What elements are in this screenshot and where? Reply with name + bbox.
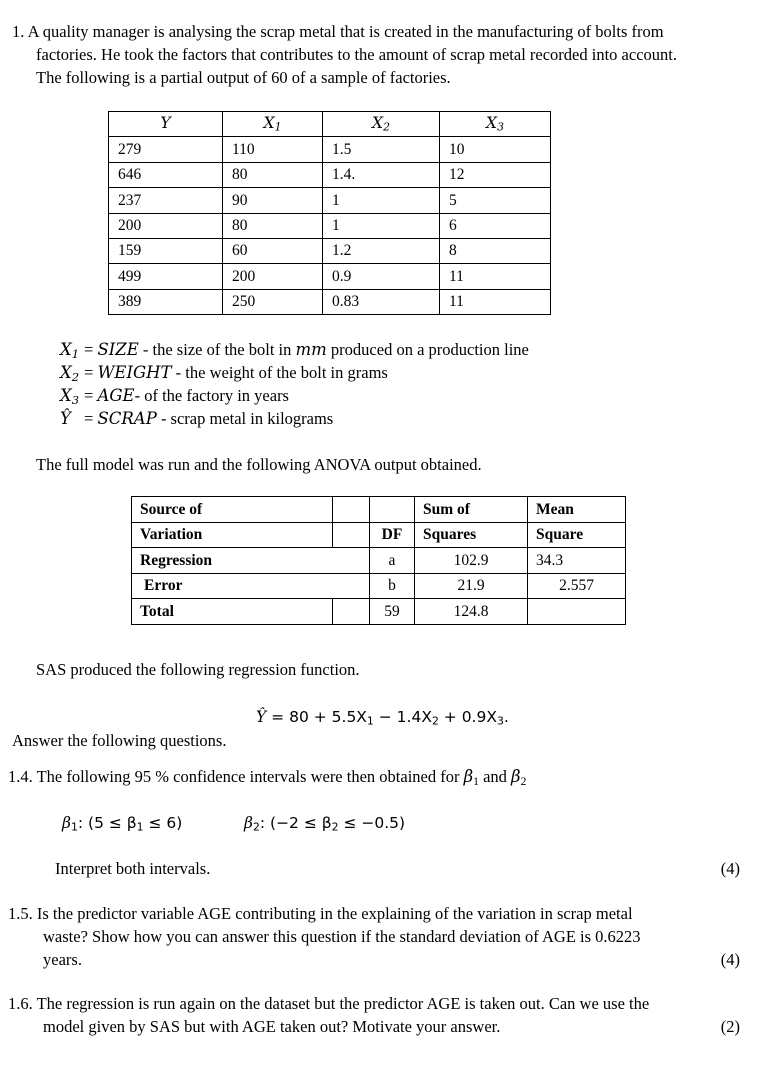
answer-instruction: Answer the following questions. <box>12 731 227 750</box>
cell: 80 <box>223 162 323 187</box>
anova-table <box>131 496 626 625</box>
table-row <box>109 289 551 314</box>
cell: 279 <box>109 137 223 162</box>
cell: a <box>370 548 415 574</box>
cell: Square <box>528 522 626 548</box>
cell: 200 <box>109 213 223 238</box>
cell: Mean <box>528 497 626 523</box>
cell: 11 <box>440 289 551 314</box>
cell: Regression <box>132 548 370 574</box>
cell: 1.2 <box>323 238 440 263</box>
cell: 2.557 <box>528 573 626 599</box>
table-row <box>109 162 551 187</box>
question-intro-line2: factories. He took the factors that contributes to the amount of scrap metal recorded into account. <box>36 45 677 64</box>
cell: DF <box>370 522 415 548</box>
cell: 1.5 <box>323 137 440 162</box>
table-row <box>109 188 551 213</box>
cell <box>333 599 370 625</box>
question-intro-line1: 1. A quality manager is analysing the scrap metal that is created in the manufacturing of bolts from <box>12 22 664 41</box>
cell: b <box>370 573 415 599</box>
cell: 6 <box>440 213 551 238</box>
definition-x3: $X_3 = AGE-$ of the factory in years <box>60 386 289 407</box>
cell: Source of <box>132 497 333 523</box>
cell: 110 <box>223 137 323 162</box>
cell: 12 <box>440 162 551 187</box>
cell: 21.9 <box>415 573 528 599</box>
confidence-interval-beta2: $\beta_2$: $(-2 \le \beta_2 \le -0.5)$ <box>244 814 406 834</box>
cell: 0.9 <box>323 264 440 289</box>
cell: 124.8 <box>415 599 528 625</box>
cell: Squares <box>415 522 528 548</box>
cell: 59 <box>370 599 415 625</box>
cell <box>528 599 626 625</box>
data-table-header <box>109 112 551 137</box>
anova-header-row-2 <box>132 522 626 548</box>
cell: 159 <box>109 238 223 263</box>
cell: Sum of <box>415 497 528 523</box>
cell: 646 <box>109 162 223 187</box>
cell: 1.4. <box>323 162 440 187</box>
marks-1-4: (4) <box>720 859 740 878</box>
cell: 389 <box>109 289 223 314</box>
cell <box>370 497 415 523</box>
cell: 80 <box>223 213 323 238</box>
sas-text: SAS produced the following regression function. <box>36 660 360 679</box>
cell: 0.83 <box>323 289 440 314</box>
question-1-6-line2: model given by SAS but with AGE taken out? Motivate your answer. <box>43 1017 501 1036</box>
cell: 11 <box>440 264 551 289</box>
table-row <box>132 573 626 599</box>
cell <box>333 497 370 523</box>
confidence-interval-beta1: $\beta_1$: $(5 \le \beta_1 \le 6)$ <box>62 814 183 834</box>
cell <box>333 522 370 548</box>
header-x1: $X_1$ <box>223 112 323 137</box>
table-row <box>132 599 626 625</box>
header-x3: $X_3$ <box>440 112 551 137</box>
table-row <box>109 264 551 289</box>
cell: 237 <box>109 188 223 213</box>
cell: 34.3 <box>528 548 626 574</box>
anova-intro: The full model was run and the following ANOVA output obtained. <box>36 455 482 474</box>
table-row <box>132 548 626 574</box>
cell: 102.9 <box>415 548 528 574</box>
table-row <box>109 213 551 238</box>
cell: Error <box>132 573 370 599</box>
definition-x2: $X_2$ = WEIGHT - the weight of the bolt in grams <box>60 363 388 384</box>
cell: 499 <box>109 264 223 289</box>
cell: 250 <box>223 289 323 314</box>
question-1-5-line3: years. <box>43 950 82 969</box>
cell: 1 <box>323 213 440 238</box>
cell: Variation <box>132 522 333 548</box>
marks-1-6: (2) <box>720 1017 740 1036</box>
header-y: Y <box>109 112 223 137</box>
definition-y: Ŷ = SCRAP - scrap metal in kilograms <box>60 409 334 428</box>
question-1-5-line1: 1.5. Is the predictor variable AGE contributing in the explaining of the variation in scrap metal <box>8 904 633 923</box>
marks-1-5: (4) <box>720 950 740 969</box>
question-intro-line3: The following is a partial output of 60 of a sample of factories. <box>36 68 451 87</box>
cell: 60 <box>223 238 323 263</box>
data-table <box>108 111 551 315</box>
question-1-5-line2: waste? Show how you can answer this question if the standard deviation of AGE is 0.6223 <box>43 927 641 946</box>
table-row <box>109 238 551 263</box>
anova-header-row-1 <box>132 497 626 523</box>
regression-function: Ŷ = $80 + 5.5X_1 - 1.4X_2 + 0.9X_3$. <box>256 708 509 728</box>
cell: 5 <box>440 188 551 213</box>
cell: 1 <box>323 188 440 213</box>
table-row <box>109 137 551 162</box>
definition-x1: $X_1$ = SIZE - the size of the bolt in mm produced on a production line <box>60 340 529 361</box>
interpret-instruction: Interpret both intervals. <box>55 859 211 878</box>
header-x2: $X_2$ <box>323 112 440 137</box>
cell: 200 <box>223 264 323 289</box>
question-1-4: 1.4. The following 95 % confidence intervals were then obtained for $\beta_1$ and $\beta_2$ <box>8 767 527 788</box>
cell: 90 <box>223 188 323 213</box>
question-1-6-line1: 1.6. The regression is run again on the dataset but the predictor AGE is taken out. Can we use the <box>8 994 650 1013</box>
cell: Total <box>132 599 333 625</box>
cell: 8 <box>440 238 551 263</box>
cell: 10 <box>440 137 551 162</box>
